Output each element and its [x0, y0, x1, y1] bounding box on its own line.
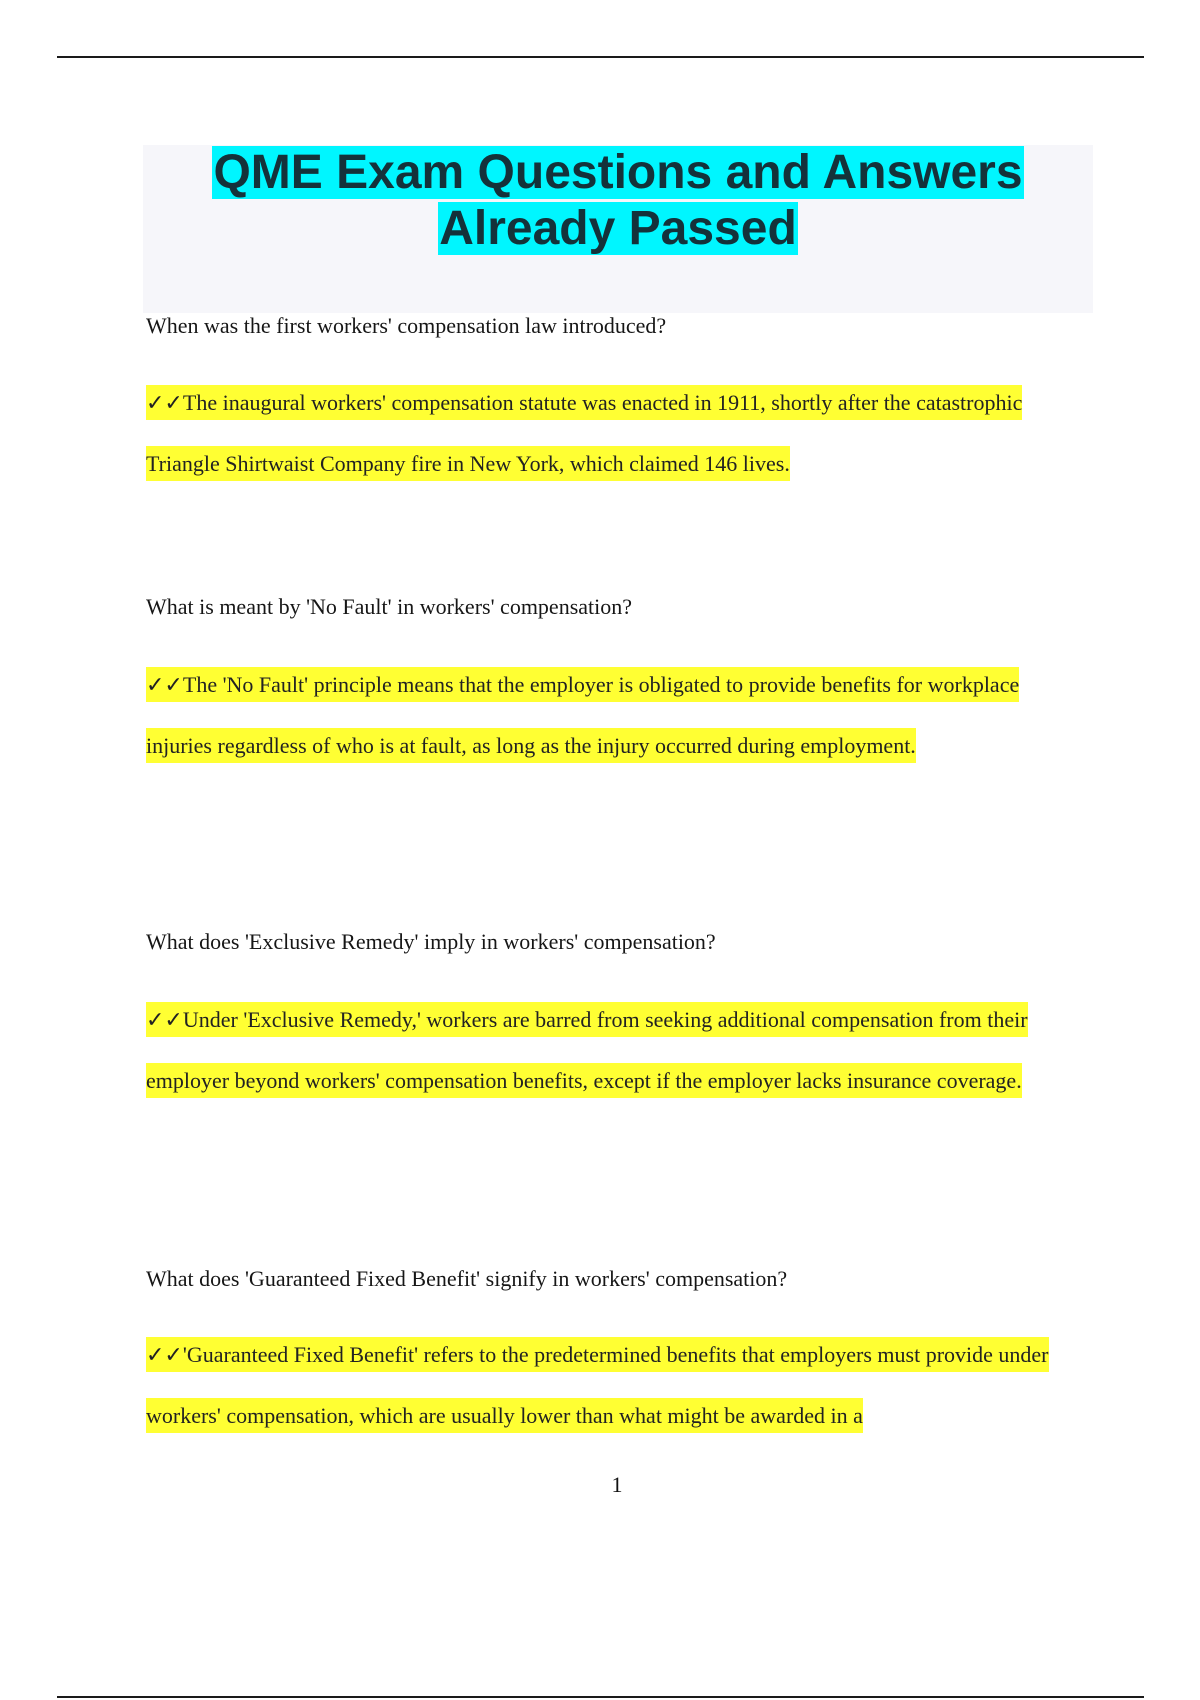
question-1: When was the first workers' compensation law introduced?	[146, 313, 667, 338]
answer-1	[146, 373, 1086, 494]
answer-2	[146, 655, 1086, 776]
answer-highlight	[146, 1337, 1049, 1433]
answer-highlight	[146, 385, 1022, 481]
check-icon: ✓✓	[146, 391, 183, 416]
answer-highlight	[146, 1002, 1028, 1098]
answer-4	[146, 1325, 1086, 1446]
title-line-2: Already Passed	[439, 202, 797, 255]
document-title	[143, 145, 1093, 257]
page-number: 1	[611, 1472, 623, 1497]
bottom-rule	[57, 1696, 1144, 1698]
title-line-1: QME Exam Questions and Answers	[213, 146, 1023, 199]
title-block	[143, 145, 1093, 313]
answer-3	[146, 990, 1086, 1111]
check-icon: ✓✓	[146, 1343, 183, 1368]
question-3: What does 'Exclusive Remedy' imply in workers' compensation?	[146, 929, 716, 954]
top-rule	[57, 56, 1144, 58]
answer-highlight	[146, 667, 1019, 763]
answer-text: The inaugural workers' compensation statute was enacted in 1911, shortly after the catastrophic Triangle Shirtwaist Company fire in New York, which claimed 146 lives.	[146, 390, 1023, 476]
answer-text: The 'No Fault' principle means that the employer is obligated to provide benefits for workplace injuries regardless of who is at fault, as long as the injury occurred during employment.	[146, 672, 1020, 758]
answer-text: Under 'Exclusive Remedy,' workers are barred from seeking additional compensation from their employer beyond workers' compensation benefits, except if the employer lacks insurance coverage.	[146, 1007, 1028, 1093]
question-2: What is meant by 'No Fault' in workers' compensation?	[146, 594, 633, 619]
check-icon: ✓✓	[146, 1008, 183, 1033]
question-4: What does 'Guaranteed Fixed Benefit' signify in workers' compensation?	[146, 1266, 788, 1291]
check-icon: ✓✓	[146, 673, 183, 698]
answer-text: 'Guaranteed Fixed Benefit' refers to the predetermined benefits that employers must provide under workers' compensation, which are usually lower than what might be awarded in a	[146, 1342, 1049, 1428]
